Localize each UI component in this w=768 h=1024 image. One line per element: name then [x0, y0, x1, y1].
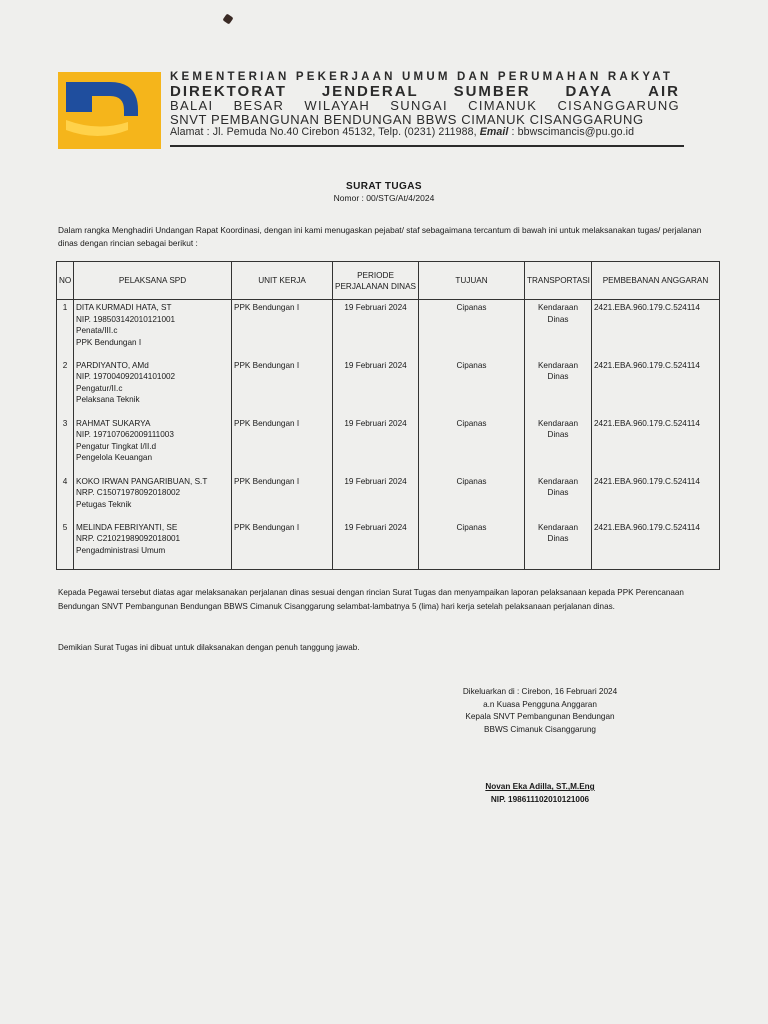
- address-line: [170, 126, 682, 138]
- row-transport: Kendaraan Dinas: [525, 416, 592, 474]
- header-transport: TRANSPORTASI: [525, 262, 592, 300]
- balai-word: SUNGAI: [390, 98, 448, 113]
- signature-block: [430, 686, 650, 736]
- person-id: NRP. C21021989092018001: [76, 534, 181, 543]
- person-role: Pengelola Keuangan: [76, 453, 153, 462]
- row-periode: 19 Februari 2024: [333, 520, 419, 570]
- header-tujuan: TUJUAN: [419, 262, 525, 300]
- signer-office: BBWS Cimanuk Cisanggarung: [484, 724, 596, 734]
- person-rank: Pengatur Tingkat I/II.d: [76, 441, 157, 451]
- person-rank: Penata/III.c: [76, 326, 118, 335]
- header-pelaksana: PELAKSANA SPD: [74, 262, 232, 300]
- table-row: [57, 520, 720, 570]
- issued-place-date: Dikeluarkan di : Cirebon, 16 Februari 2024: [462, 687, 618, 696]
- letterhead-rule: [170, 145, 684, 147]
- row-person: [74, 416, 232, 474]
- row-unit: PPK Bendungan I: [232, 300, 333, 358]
- row-no: 5: [57, 520, 74, 570]
- person-id: NIP. 198503142010121001: [76, 314, 176, 324]
- person-id: NIP. 197107062009111003: [76, 430, 174, 439]
- row-no: 3: [57, 416, 74, 474]
- pupr-logo: [58, 72, 161, 149]
- person-name: DITA KURMADI HATA, ST: [76, 303, 172, 312]
- person-role: Petugas Teknik: [76, 499, 132, 509]
- table-header-row: [57, 262, 720, 300]
- row-anggaran: 2421.EBA.960.179.C.524114: [592, 416, 720, 474]
- row-no: 2: [57, 358, 74, 416]
- row-anggaran: 2421.EBA.960.179.C.524114: [592, 358, 720, 416]
- balai-word: BESAR: [233, 98, 285, 113]
- snvt-name: SNVT PEMBANGUNAN BENDUNGAN BBWS CIMANUK CISANGGARUNG: [170, 112, 644, 127]
- signer-name: Novan Eka Adilla, ST.,M.Eng: [485, 782, 595, 791]
- signer-nip: NIP. 198611102010121006: [490, 794, 590, 804]
- person-id: NIP. 197004092014101002: [76, 372, 176, 381]
- row-tujuan: Cipanas: [419, 300, 525, 358]
- intro-paragraph: Dalam rangka Menghadiri Undangan Rapat Koordinasi, dengan ini kami menugaskan pejabat/ staf sebagaimana tercantum di bawah ini untuk melaksanakan tugas/ perjalanan dinas dengan rincian sebagai berikut :: [58, 225, 702, 248]
- person-role: Pelaksana Teknik: [76, 395, 140, 404]
- person-name: MELINDA FEBRIYANTI, SE: [76, 522, 178, 532]
- document-number: Nomor : 00/STG/At/4/2024: [333, 193, 435, 203]
- row-transport: Kendaraan Dinas: [525, 300, 592, 358]
- balai-name: [170, 98, 680, 113]
- closing-statement: Demikian Surat Tugas ini dibuat untuk dilaksanakan dengan penuh tanggung jawab.: [58, 643, 360, 652]
- table-row: [57, 416, 720, 474]
- person-rank: Pengatur/II.c: [76, 383, 123, 393]
- row-person: [74, 474, 232, 520]
- signer-position: Kepala SNVT Pembangunan Bendungan: [465, 712, 615, 721]
- assignment-table: [56, 261, 720, 570]
- header-no: NO: [57, 262, 74, 300]
- row-periode: 19 Februari 2024: [333, 358, 419, 416]
- row-transport: Kendaraan Dinas: [525, 358, 592, 416]
- table-row: [57, 474, 720, 520]
- row-transport: Kendaraan Dinas: [525, 474, 592, 520]
- email-value: : bbwscimancis@pu.go.id: [511, 126, 635, 138]
- row-periode: 19 Februari 2024: [333, 474, 419, 520]
- row-tujuan: Cipanas: [419, 520, 525, 570]
- balai-word: CISANGGARUNG: [557, 98, 680, 113]
- row-periode: 19 Februari 2024: [333, 300, 419, 358]
- balai-word: BALAI: [170, 98, 214, 113]
- directorate-word: DIREKTORAT: [170, 83, 287, 100]
- email-label: Email: [479, 126, 509, 138]
- address-text: Alamat : Jl. Pemuda No.40 Cirebon 45132, Telp. (0231) 211988,: [170, 126, 477, 138]
- table-row: [57, 300, 720, 358]
- row-anggaran: 2421.EBA.960.179.C.524114: [592, 300, 720, 358]
- closing-paragraph: Kepada Pegawai tersebut diatas agar melaksanakan perjalanan dinas sesuai dengan rincian Surat Tugas dan menyampaikan laporan pelaksanaan kepada PPK Perencanaan Bendungan SNVT Pembangunan Bendungan BBWS Cimanuk Cisanggarung selambat-lambatnya 5 (lima) hari kerja setelah pelaksanaan perjalanan dinas.: [58, 588, 684, 611]
- row-unit: PPK Bendungan I: [232, 474, 333, 520]
- row-no: 1: [57, 300, 74, 358]
- row-tujuan: Cipanas: [419, 416, 525, 474]
- row-unit: PPK Bendungan I: [232, 520, 333, 570]
- person-name: PARDIYANTO, AMd: [76, 360, 149, 370]
- row-unit: PPK Bendungan I: [232, 416, 333, 474]
- header-anggaran: PEMBEBANAN ANGGARAN: [592, 262, 720, 300]
- directorate-word: DAYA: [565, 83, 614, 100]
- row-no: 4: [57, 474, 74, 520]
- ministry-name: KEMENTERIAN PEKERJAAN UMUM DAN PERUMAHAN RAKYAT: [170, 71, 674, 83]
- directorate-word: SUMBER: [453, 83, 531, 100]
- balai-word: CIMANUK: [468, 98, 538, 113]
- on-behalf-line: a.n Kuasa Pengguna Anggaran: [483, 699, 597, 709]
- row-transport: Kendaraan Dinas: [525, 520, 592, 570]
- row-person: [74, 520, 232, 570]
- person-id: NRP. C15071978092018002: [76, 488, 181, 497]
- row-person: [74, 358, 232, 416]
- directorate-word: JENDERAL: [321, 83, 419, 100]
- row-unit: PPK Bendungan I: [232, 358, 333, 416]
- row-anggaran: 2421.EBA.960.179.C.524114: [592, 520, 720, 570]
- directorate-word: AIR: [648, 83, 680, 100]
- row-person: [74, 300, 232, 358]
- table-row: [57, 358, 720, 416]
- row-periode: 19 Februari 2024: [333, 416, 419, 474]
- balai-word: WILAYAH: [304, 98, 371, 113]
- person-role: PPK Bendungan I: [76, 337, 142, 347]
- row-tujuan: Cipanas: [419, 474, 525, 520]
- person-name: KOKO IRWAN PANGARIBUAN, S.T: [76, 476, 208, 486]
- person-name: RAHMAT SUKARYA: [76, 418, 151, 428]
- header-unit: UNIT KERJA: [232, 262, 333, 300]
- ink-mark: [222, 13, 233, 24]
- person-role: Pengadministrasi Umum: [76, 545, 166, 555]
- signer-name-block: [430, 781, 650, 806]
- row-anggaran: 2421.EBA.960.179.C.524114: [592, 474, 720, 520]
- header-periode: PERIODE PERJALANAN DINAS: [333, 262, 419, 300]
- row-tujuan: Cipanas: [419, 358, 525, 416]
- document-title: SURAT TUGAS: [346, 181, 422, 192]
